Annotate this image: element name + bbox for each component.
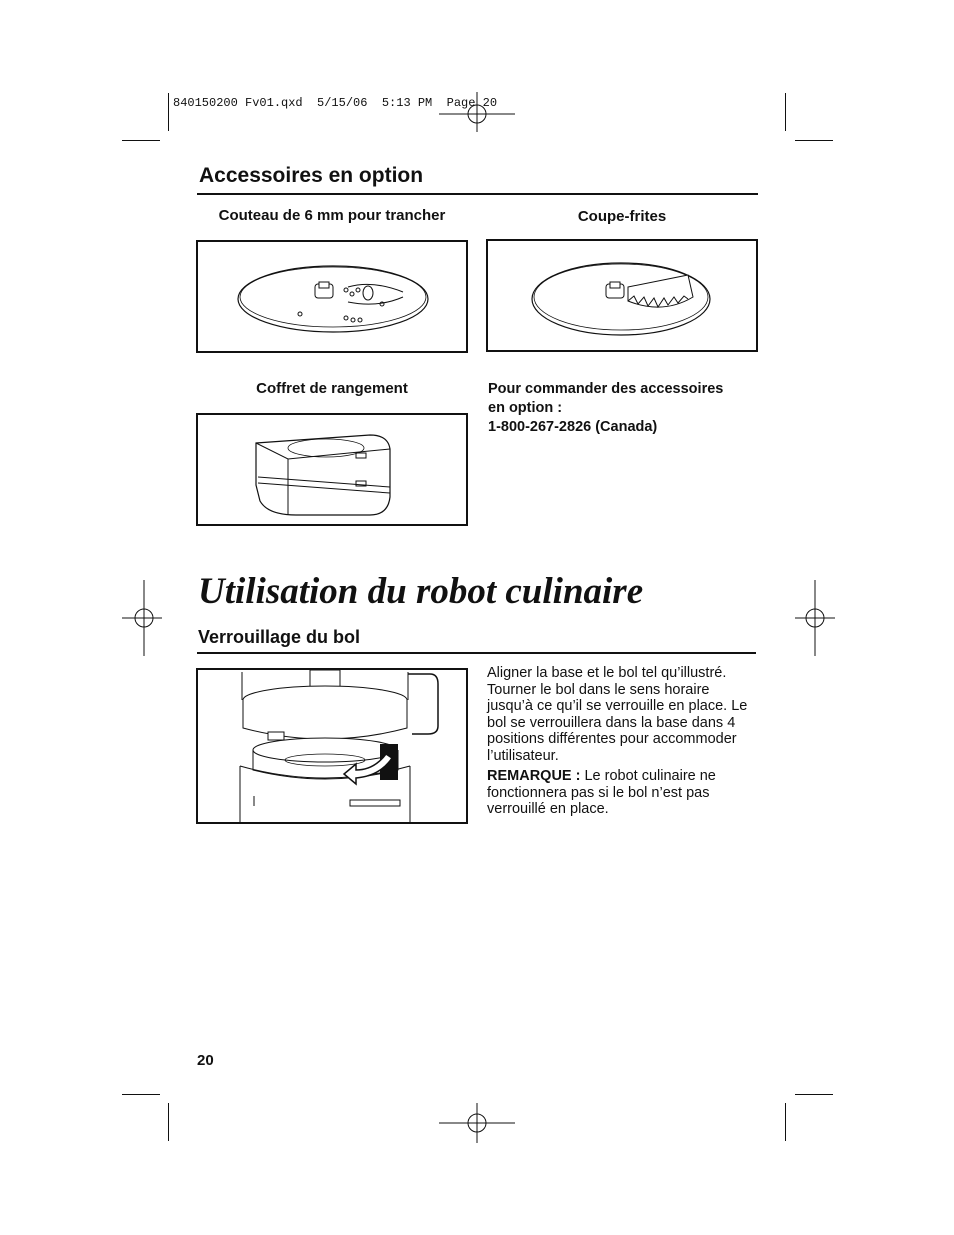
storage-case-caption: Coffret de rangement: [256, 380, 408, 397]
bowl-lock-rule: [197, 652, 756, 654]
slicing-blade-caption: Couteau de 6 mm pour trancher: [218, 207, 446, 224]
page-number: 20: [197, 1052, 214, 1069]
order-info-line1: Pour commander des accessoires: [488, 381, 724, 397]
bowl-lock-image: [196, 668, 468, 824]
note-label: REMARQUE :: [487, 768, 581, 784]
accessories-rule: [197, 193, 758, 195]
accessories-heading: Accessoires en option: [199, 164, 424, 187]
note-text: Le robot culinaire ne fonctionnera pas si le bol n’est pas verrouillé en place.: [487, 768, 716, 817]
bowl-lock-illustration: [198, 670, 466, 822]
order-info-line2: en option :: [488, 400, 563, 416]
storage-case-illustration: [198, 415, 466, 524]
slicing-disc-illustration: [198, 242, 466, 351]
page-title: Utilisation du robot culinaire: [198, 571, 644, 612]
slicing-blade-image: [196, 240, 468, 353]
fry-cutter-image: [486, 239, 758, 352]
bowl-lock-text: [487, 665, 752, 822]
storage-case-image: [196, 413, 468, 526]
order-info: [488, 380, 758, 437]
bowl-lock-heading: Verrouillage du bol: [198, 627, 361, 647]
bowl-lock-note: [487, 768, 752, 818]
print-slug: 840150200 Fv01.qxd 5/15/06 5:13 PM Page 20: [173, 96, 498, 110]
registration-mark-left: [122, 580, 162, 656]
fry-cutter-caption: Coupe-frites: [577, 208, 667, 225]
registration-mark-bottom: [439, 1103, 515, 1143]
order-phone: 1-800-267-2826 (Canada): [488, 419, 658, 435]
registration-mark-right: [795, 580, 835, 656]
bowl-lock-instructions: Aligner la base et le bol tel qu’illustré. Tourner le bol dans le sens horaire jusqu’à ce qu’il se verrouille en place. Le bol se verrouillera dans la base dans 4 positions différentes pour accommoder l’utilisateur.: [487, 665, 748, 764]
fry-disc-illustration: [488, 241, 756, 350]
registration-mark-top: [439, 92, 515, 132]
